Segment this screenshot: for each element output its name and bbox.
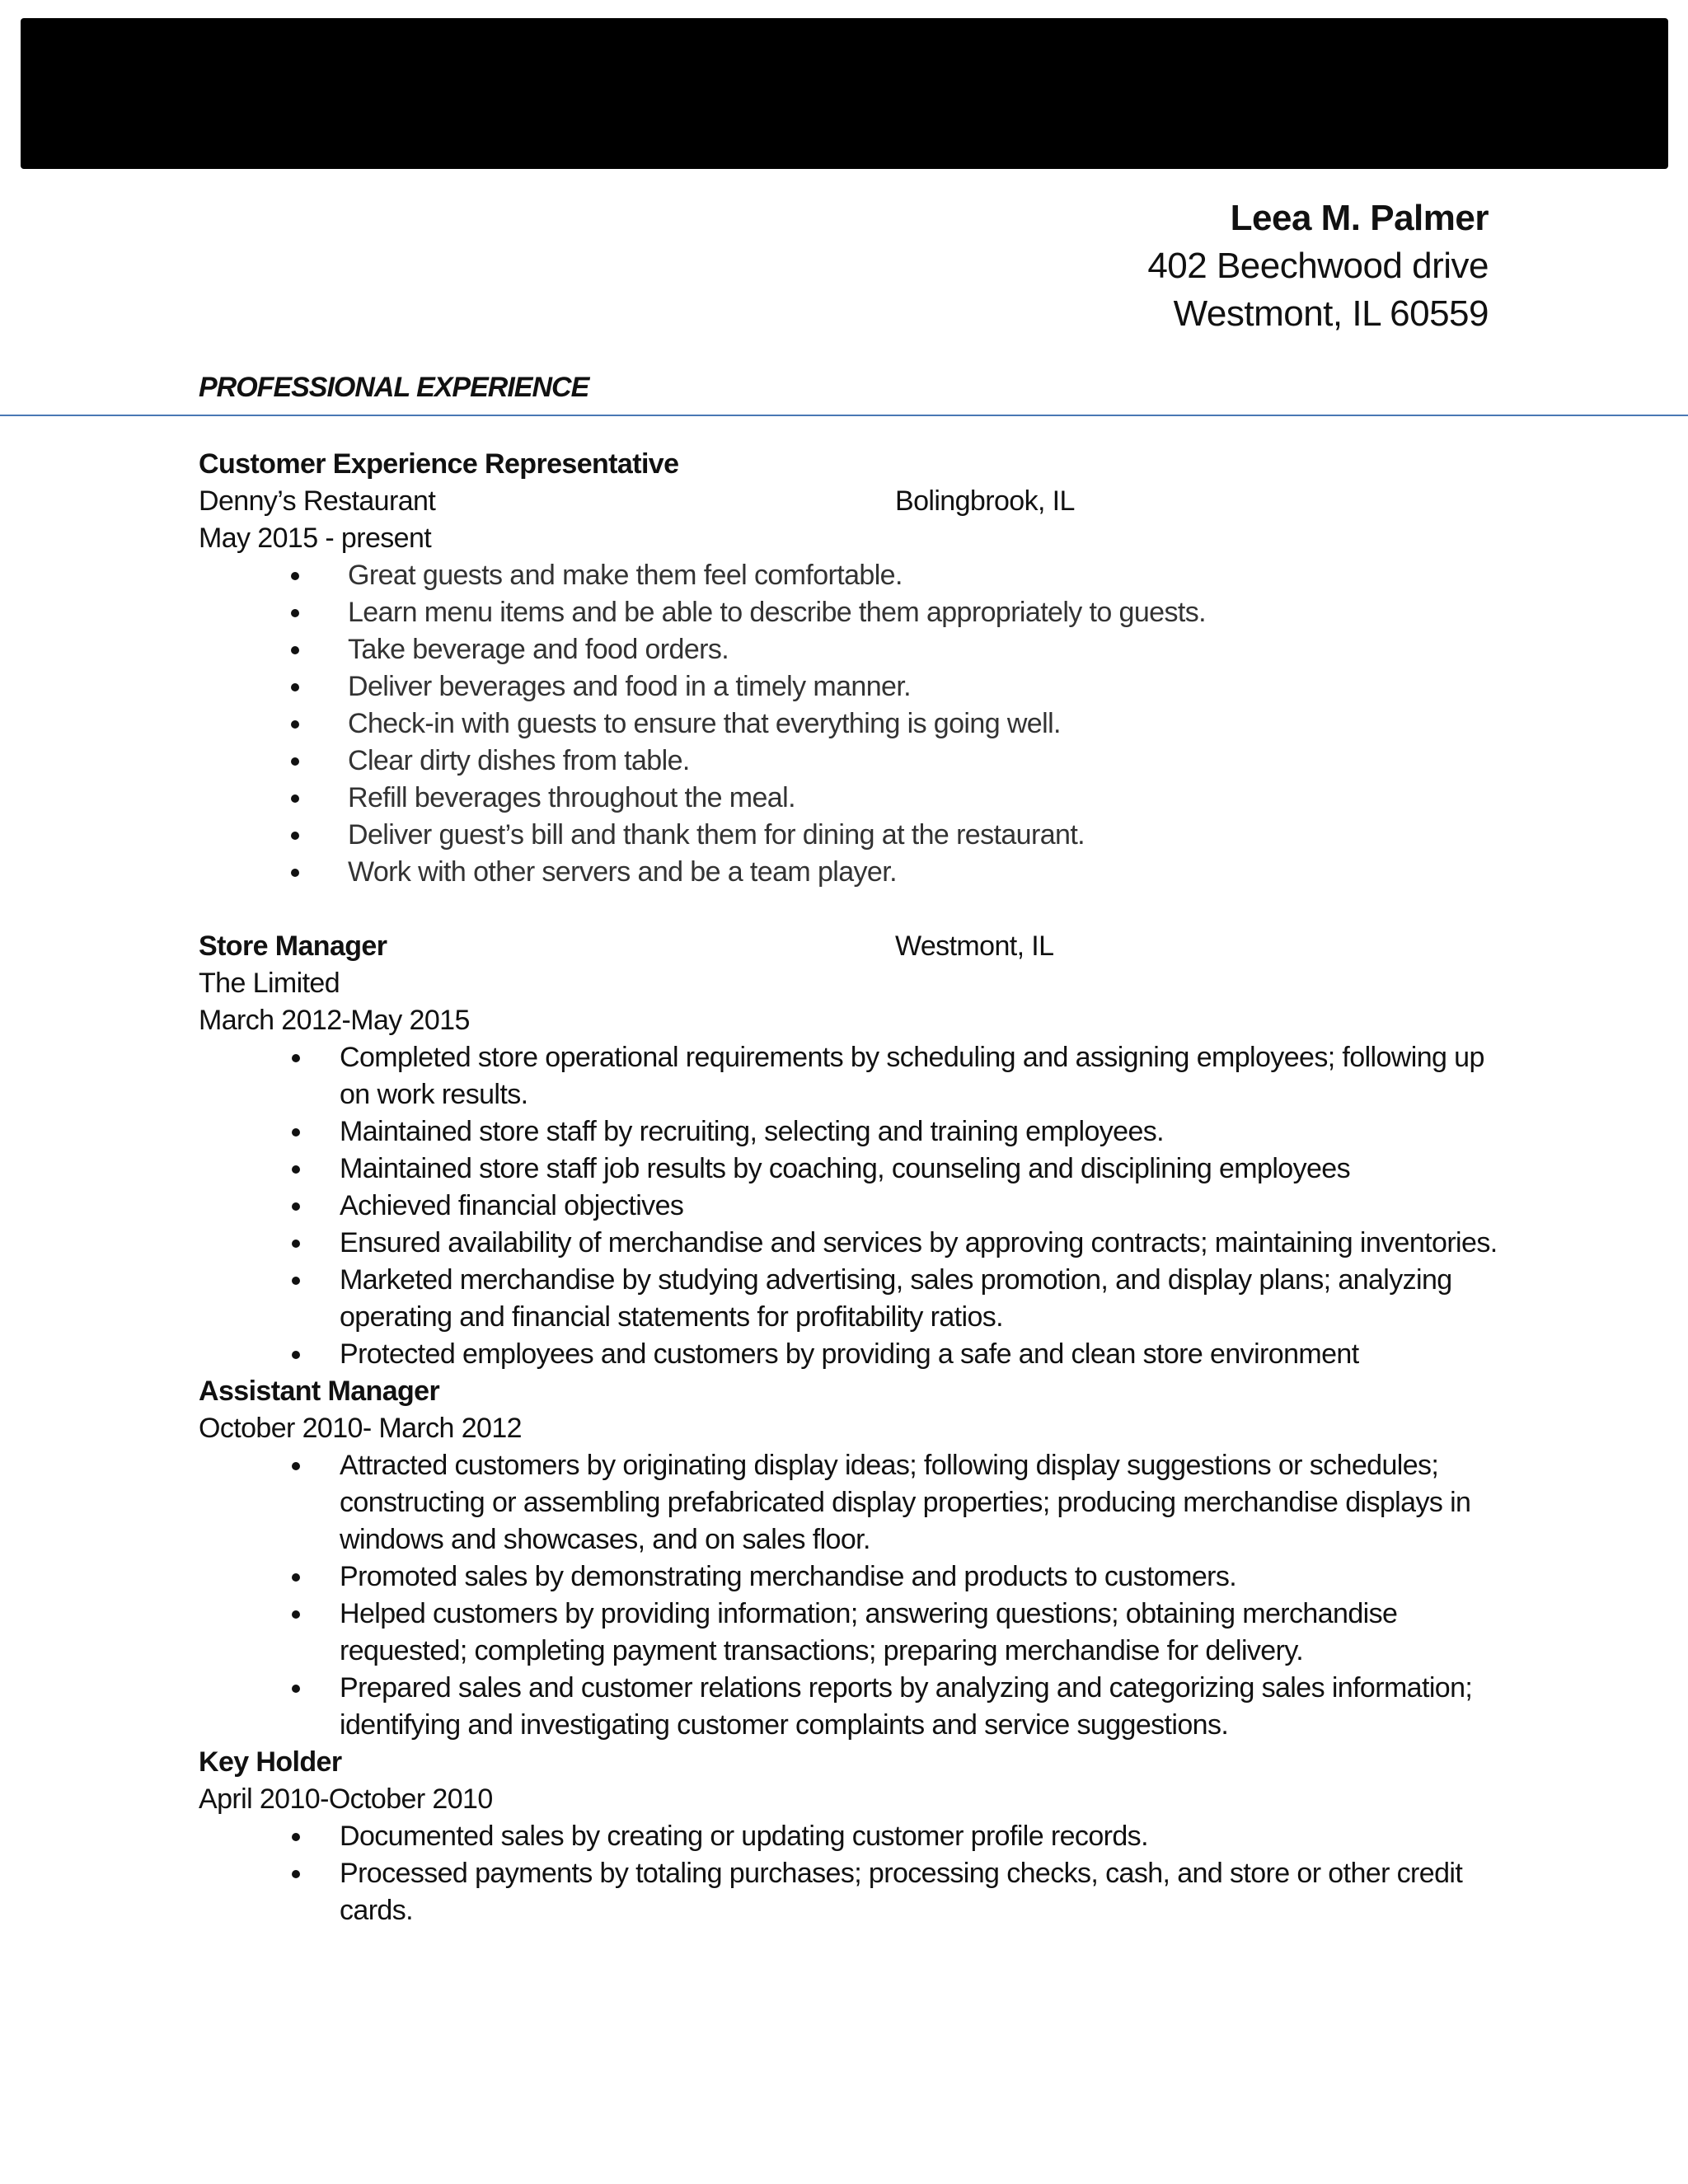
bullet-icon <box>292 1351 300 1359</box>
list-item: Completed store operational requirements by scheduling and assigning employees; following up on work results. <box>199 1039 1501 1113</box>
contact-block <box>1147 194 1489 338</box>
bullet-icon <box>292 1054 300 1062</box>
job-location: Westmont, IL <box>895 930 1054 962</box>
list-item: Documented sales by creating or updating customer profile records. <box>199 1818 1501 1855</box>
job-dates: October 2010- March 2012 <box>199 1413 522 1444</box>
job-duties-list <box>199 1447 1501 1744</box>
list-item: Achieved financial objectives <box>199 1188 1501 1225</box>
bullet-icon <box>292 1462 300 1470</box>
list-item: Refill beverages throughout the meal. <box>199 780 1501 817</box>
bullet-icon <box>291 572 299 580</box>
job-duties-list <box>199 557 1501 891</box>
job-entry <box>199 446 1501 891</box>
candidate-name: Leea M. Palmer <box>1230 198 1489 238</box>
list-item: Great guests and make them feel comfortable. <box>199 557 1501 594</box>
bullet-icon <box>291 720 299 729</box>
bullet-icon <box>292 1870 300 1878</box>
job-company: Denny’s Restaurant <box>199 485 436 517</box>
list-item: Check-in with guests to ensure that everything is going well. <box>199 705 1501 743</box>
job-duties-list <box>199 1039 1501 1373</box>
bullet-icon <box>291 869 299 877</box>
job-dates: April 2010-October 2010 <box>199 1783 493 1815</box>
list-item: Processed payments by totaling purchases; processing checks, cash, and store or other credit cards. <box>199 1855 1501 1929</box>
bullet-icon <box>292 1165 300 1174</box>
bullet-icon <box>292 1128 300 1137</box>
list-item: Attracted customers by originating display ideas; following display suggestions or schedules; constructing or assembling prefabricated display properties; producing merchandise displays in windows and showcases, and on sales floor. <box>199 1447 1501 1558</box>
job-duties-list <box>199 1818 1501 1929</box>
bullet-icon <box>292 1573 300 1582</box>
header-bar <box>21 18 1668 169</box>
list-item: Maintained store staff job results by coaching, counseling and disciplining employees <box>199 1151 1501 1188</box>
list-item: Take beverage and food orders. <box>199 631 1501 668</box>
bullet-icon <box>292 1685 300 1693</box>
bullet-icon <box>292 1202 300 1211</box>
job-title-row <box>199 928 1501 965</box>
section-divider <box>0 415 1688 416</box>
job-entry <box>199 1744 1501 1929</box>
list-item: Deliver beverages and food in a timely manner. <box>199 668 1501 705</box>
bullet-icon <box>292 1833 300 1841</box>
bullet-icon <box>291 757 299 766</box>
address-line-2: Westmont, IL 60559 <box>1173 293 1489 334</box>
list-item: Clear dirty dishes from table. <box>199 743 1501 780</box>
bullet-icon <box>292 1277 300 1285</box>
job-entry <box>199 1373 1501 1744</box>
experience-content <box>199 446 1501 1929</box>
list-item: Protected employees and customers by providing a safe and clean store environment <box>199 1336 1501 1373</box>
job-company-row <box>199 483 1501 520</box>
job-title: Key Holder <box>199 1746 342 1778</box>
list-item: Marketed merchandise by studying advertising, sales promotion, and display plans; analyzing operating and financial statements for profitability ratios. <box>199 1262 1501 1336</box>
list-item: Maintained store staff by recruiting, selecting and training employees. <box>199 1113 1501 1151</box>
list-item: Ensured availability of merchandise and services by approving contracts; maintaining inventories. <box>199 1225 1501 1262</box>
job-dates: May 2015 - present <box>199 523 432 554</box>
bullet-icon <box>292 1240 300 1248</box>
list-item: Work with other servers and be a team player. <box>199 854 1501 891</box>
bullet-icon <box>291 609 299 617</box>
job-title: Store Manager <box>199 930 387 962</box>
address-line-1: 402 Beechwood drive <box>1147 246 1489 286</box>
job-location: Bolingbrook, IL <box>895 485 1075 517</box>
job-title: Assistant Manager <box>199 1376 440 1407</box>
bullet-icon <box>291 832 299 840</box>
list-item: Promoted sales by demonstrating merchandise and products to customers. <box>199 1558 1501 1596</box>
bullet-icon <box>291 683 299 691</box>
job-title: Customer Experience Representative <box>199 448 679 480</box>
bullet-icon <box>291 646 299 654</box>
list-item: Deliver guest’s bill and thank them for dining at the restaurant. <box>199 817 1501 854</box>
job-company: The Limited <box>199 968 340 999</box>
job-entry <box>199 928 1501 1373</box>
list-item: Helped customers by providing information; answering questions; obtaining merchandise requested; completing payment transactions; preparing merchandise for delivery. <box>199 1596 1501 1670</box>
list-item: Prepared sales and customer relations reports by analyzing and categorizing sales information; identifying and investigating customer complaints and service suggestions. <box>199 1670 1501 1744</box>
bullet-icon <box>291 794 299 803</box>
section-title: PROFESSIONAL EXPERIENCE <box>199 372 589 403</box>
bullet-icon <box>292 1610 300 1619</box>
job-dates: March 2012-May 2015 <box>199 1005 470 1036</box>
list-item: Learn menu items and be able to describe them appropriately to guests. <box>199 594 1501 631</box>
